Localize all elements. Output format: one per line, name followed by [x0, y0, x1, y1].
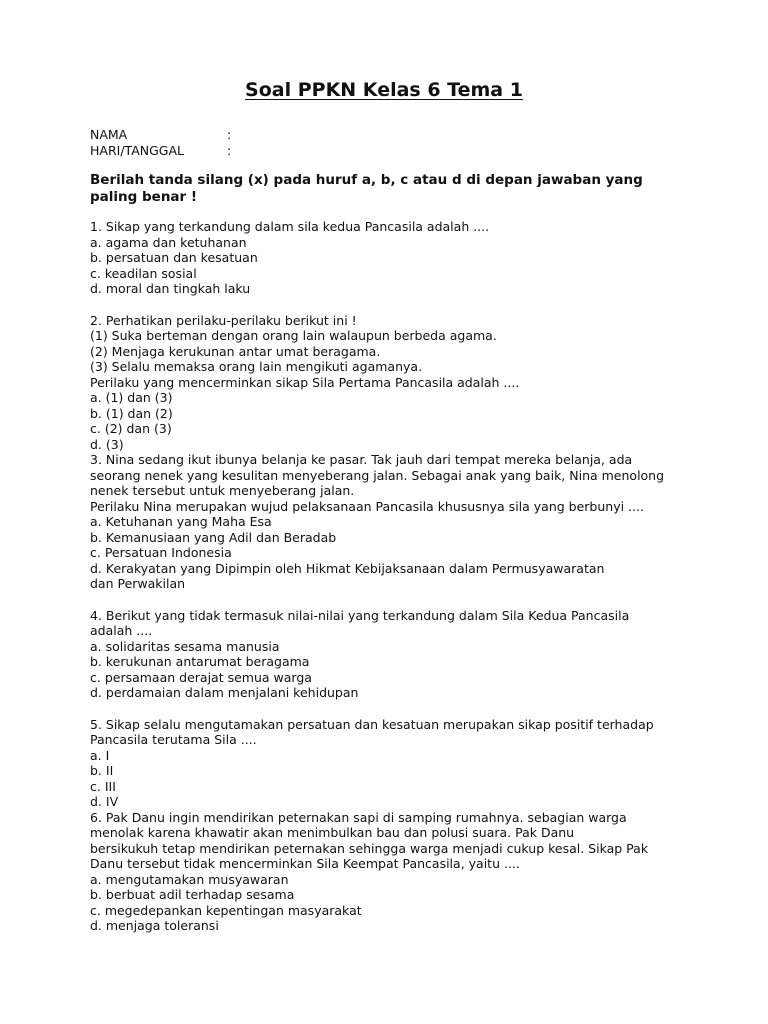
question-line: b. berbuat adil terhadap sesama — [90, 887, 295, 902]
question-line: dan Perwakilan — [90, 576, 186, 591]
question-line: d. menjaga toleransi — [90, 918, 219, 933]
question-line: c. keadilan sosial — [90, 265, 197, 281]
question-line: d. perdamaian dalam menjalani kehidupan — [90, 685, 359, 700]
question-line: Perilaku Nina merupakan wujud pelaksanaan Pancasila khususnya sila yang berbunyi .... — [90, 498, 644, 514]
question-text-line: 5. Sikap selalu mengutamakan persatuan dan kesatuan merupakan sikap positif terhadap — [90, 716, 654, 732]
question-text-line: 2. Perhatikan perilaku-perilaku berikut ini ! — [90, 312, 357, 328]
question-line: c. Persatuan Indonesia — [90, 545, 232, 560]
question-line: a. mengutamakan musyawaran — [90, 871, 289, 887]
instruction-text: Berilah tanda silang (x) pada huruf a, b, c atau d di depan jawaban yang paling benar ! — [90, 172, 643, 205]
question-3 — [90, 452, 690, 592]
question-line: Pancasila terutama Sila .... — [90, 732, 257, 747]
question-line: b. (1) dan (2) — [90, 405, 173, 421]
question-line: d. IV — [90, 794, 119, 809]
question-line: b. persatuan dan kesatuan — [90, 250, 258, 265]
student-identity — [90, 127, 231, 158]
question-line: a. (1) dan (3) — [90, 390, 173, 405]
question-text-line: 1. Sikap yang terkandung dalam sila kedua Pancasila adalah .... — [90, 219, 490, 234]
question-text-line: 3. Nina sedang ikut ibunya belanja ke pasar. Tak jauh dari tempat mereka belanja, ada — [90, 452, 633, 467]
question-2 — [90, 313, 690, 453]
question-line: (2) Menjaga kerukunan antar umat beragama. — [90, 343, 381, 359]
question-5 — [90, 717, 690, 810]
question-1 — [90, 219, 690, 297]
question-line: (3) Selalu memaksa orang lain mengikuti agamanya. — [90, 359, 423, 374]
date-label: HARI/TANGGAL — [90, 142, 184, 158]
question-line: seorang nenek yang kesulitan menyeberang jalan. Sebagai anak yang baik, Nina menolong — [90, 467, 665, 483]
question-line: (1) Suka berteman dengan orang lain walaupun berbeda agama. — [90, 328, 497, 343]
question-list — [90, 219, 690, 934]
date-field-row — [90, 143, 231, 159]
question-line: c. persamaan derajat semua warga — [90, 669, 312, 685]
spacer — [90, 701, 690, 717]
date-separator: : — [227, 142, 232, 158]
question-line: Perilaku yang mencerminkan sikap Sila Pertama Pancasila adalah .... — [90, 374, 520, 390]
name-label: NAMA — [90, 127, 128, 142]
question-line: c. (2) dan (3) — [90, 421, 172, 436]
spacer — [90, 592, 690, 608]
question-line: c. III — [90, 778, 116, 794]
question-line: adalah .... — [90, 623, 153, 638]
question-line: b. Kemanusiaan yang Adil dan Beradab — [90, 529, 337, 545]
question-line: a. solidaritas sesama manusia — [90, 638, 280, 654]
question-4 — [90, 608, 690, 701]
question-line: bersikukuh tetap mendirikan peternakan sehingga warga menjadi cukup kesal. Sikap Pak — [90, 840, 649, 856]
question-line: b. II — [90, 763, 114, 778]
question-line: a. I — [90, 747, 110, 763]
question-line: b. kerukunan antarumat beragama — [90, 654, 310, 669]
question-line: nenek tersebut untuk menyeberang jalan. — [90, 483, 355, 498]
question-line: Danu tersebut tidak mencerminkan Sila Keempat Pancasila, yaitu .... — [90, 856, 520, 871]
question-line: d. Kerakyatan yang Dipimpin oleh Hikmat Kebijaksanaan dalam Permusyawaratan — [90, 560, 605, 576]
question-line: menolak karena khawatir akan menimbulkan bau dan polusi suara. Pak Danu — [90, 825, 575, 840]
question-line: c. megedepankan kepentingan masyarakat — [90, 902, 362, 918]
question-line: a. agama dan ketuhanan — [90, 234, 247, 250]
question-line: a. Ketuhanan yang Maha Esa — [90, 514, 272, 529]
name-separator: : — [227, 127, 232, 142]
question-text-line: 4. Berikut yang tidak termasuk nilai-nilai yang terkandung dalam Sila Kedua Pancasila — [90, 607, 630, 623]
question-text-line: 6. Pak Danu ingin mendirikan peternakan sapi di samping rumahnya. sebagian warga — [90, 809, 627, 825]
question-line: d. (3) — [90, 436, 124, 452]
question-6 — [90, 810, 690, 934]
name-field-row — [90, 127, 231, 143]
question-line: d. moral dan tingkah laku — [90, 281, 251, 296]
spacer — [90, 297, 690, 313]
page-title: Soal PPKN Kelas 6 Tema 1 — [245, 79, 523, 101]
